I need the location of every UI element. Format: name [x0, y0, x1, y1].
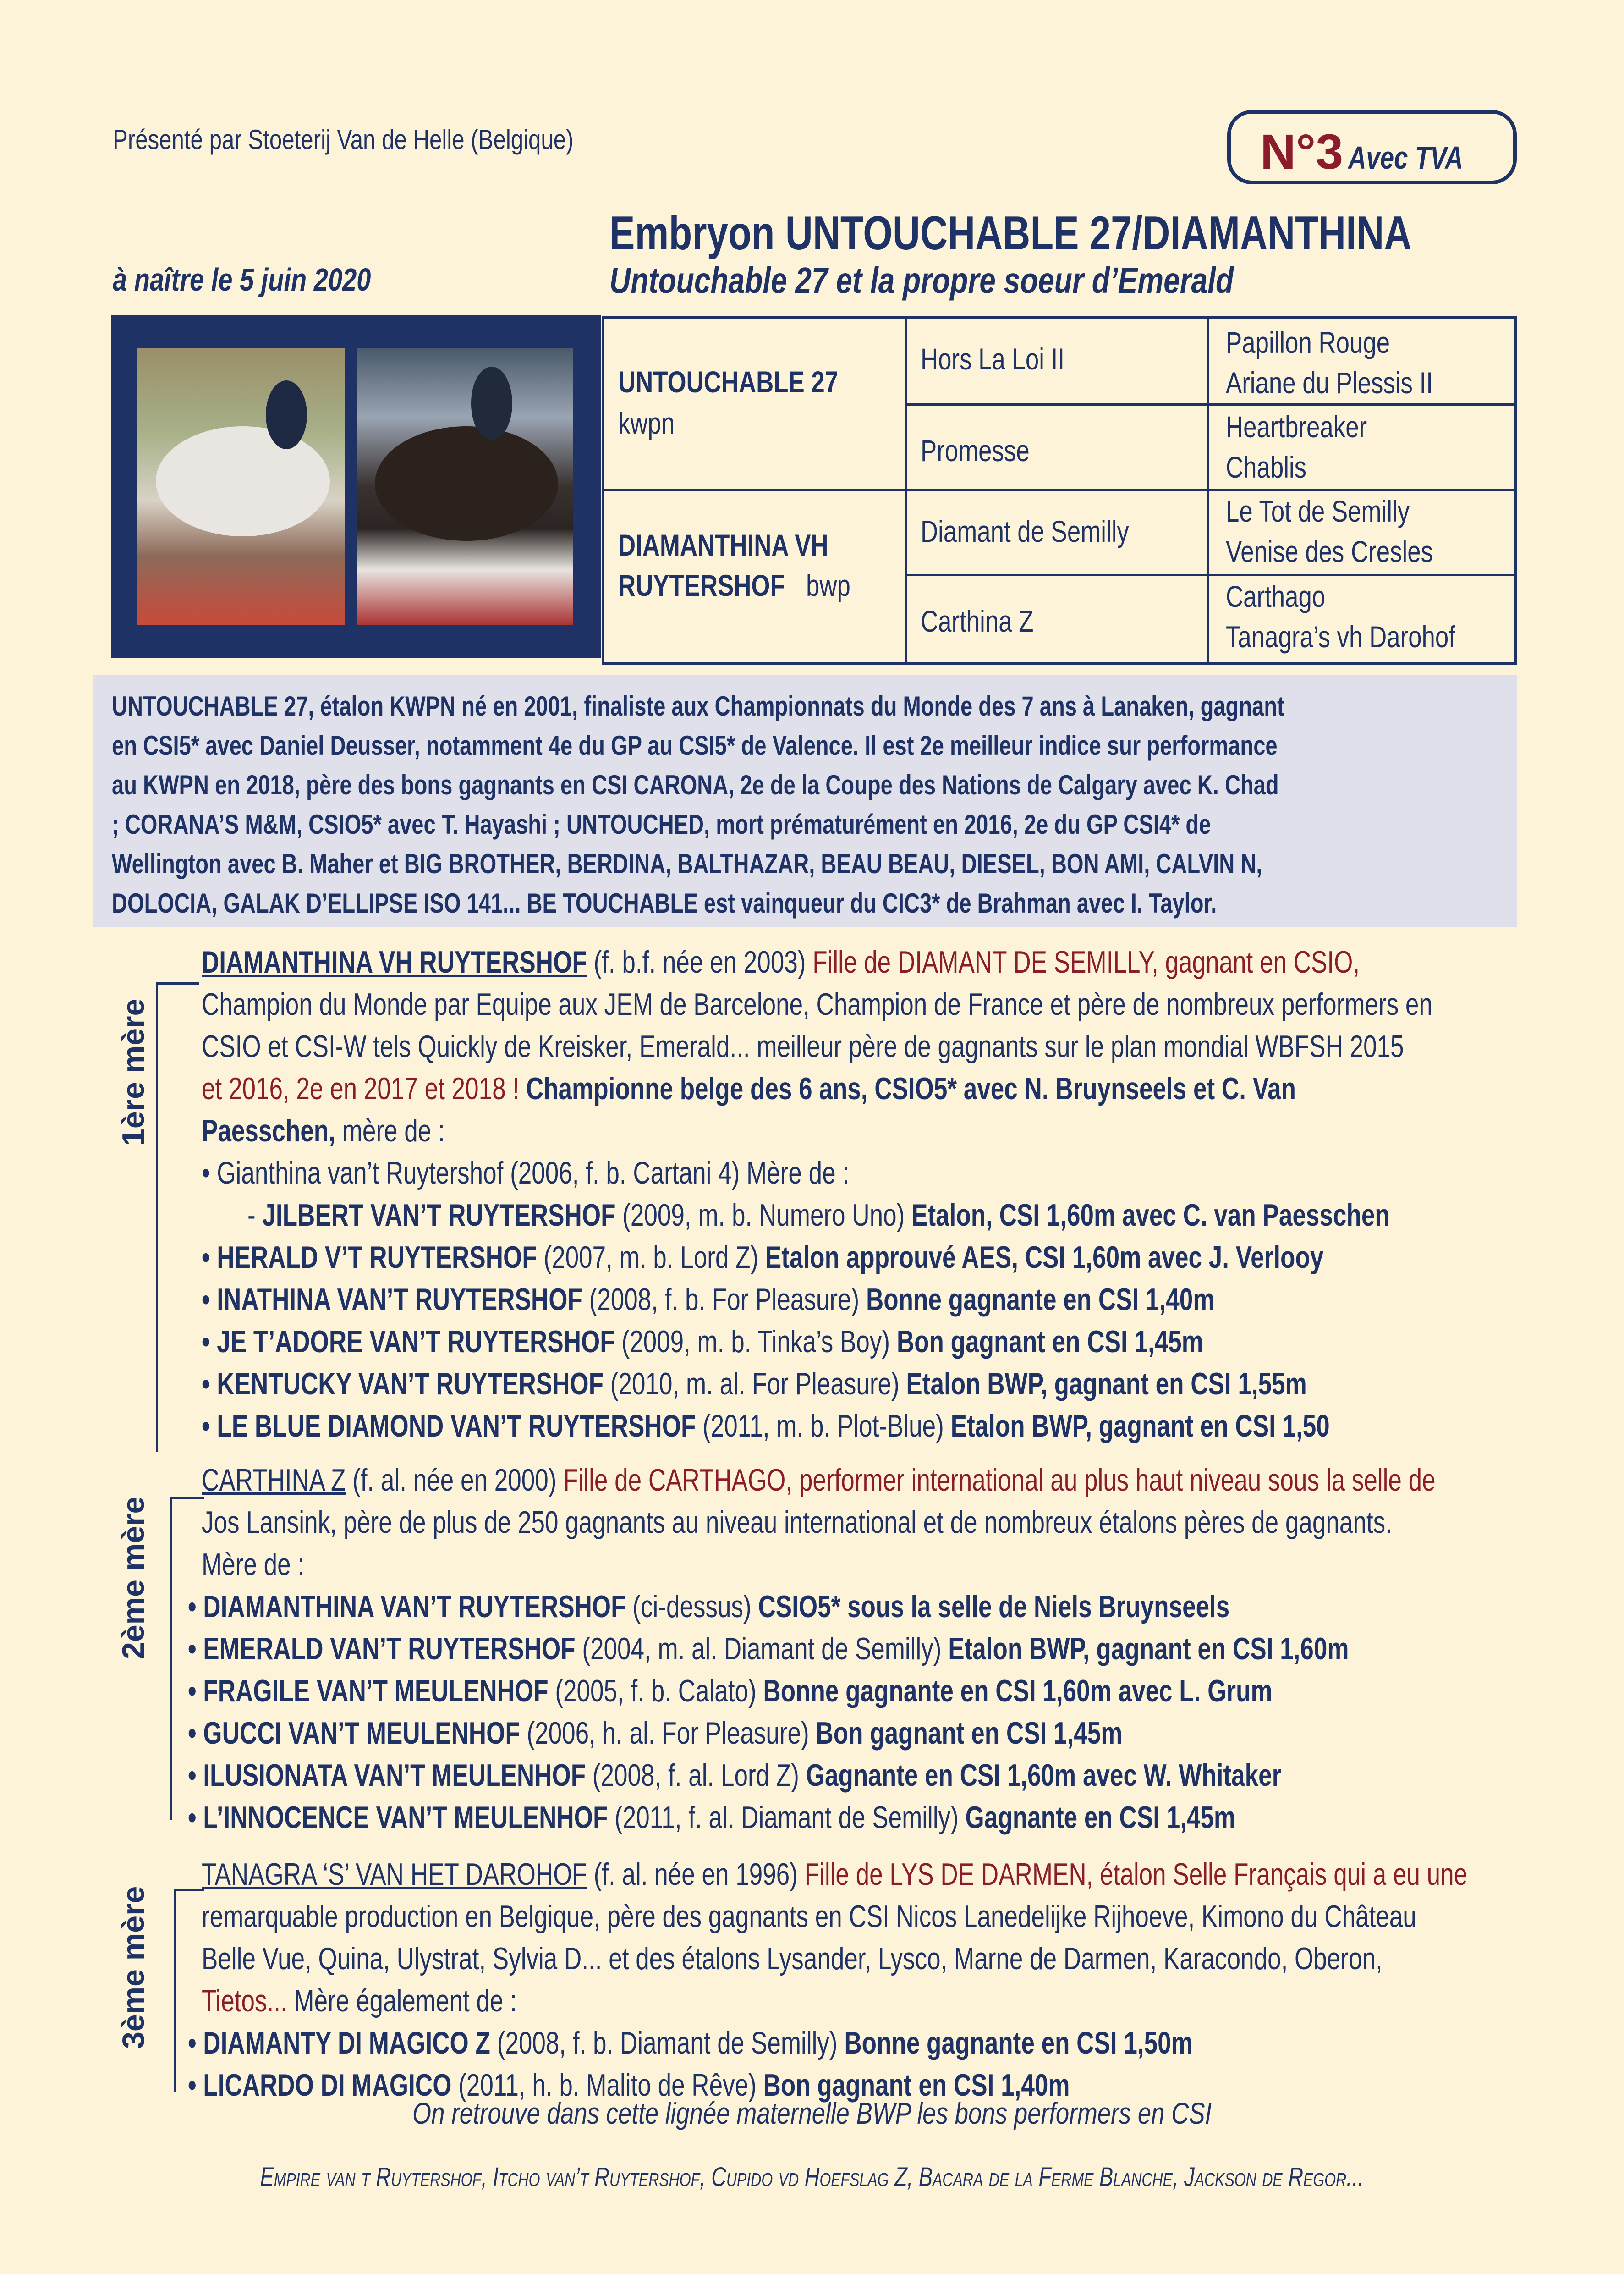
dam3-mother-of: Mère également de : — [294, 1983, 517, 2018]
offspring-meta: (2011, f. al. Diamant de Semilly) — [614, 1800, 959, 1835]
footer-line — [0, 2096, 1624, 2131]
birth-date: à naître le 5 juin 2020 — [113, 262, 371, 297]
page-subtitle: Untouchable 27 et la propre soeur d’Emerald — [609, 260, 1234, 301]
dam1-mother-of: mère de : — [342, 1113, 445, 1148]
intro-line: au KWPN en 2018, père des bons gagnants en CSI CARONA, 2e de la Coupe des Nations de Calgary avec K. Chad — [112, 770, 1279, 800]
dam2-header — [202, 1462, 1436, 1498]
dam3-desc: Belle Vue, Quina, Ulystrat, Sylvia D... et des étalons Lysander, Lysco, Marne de Darmen, Karacondo, Oberon, — [202, 1941, 1383, 1976]
dam1-desc-line — [202, 1071, 1296, 1107]
g3-cell-2 — [1209, 406, 1517, 491]
offspring-performance: Bonne gagnante en CSI 1,40m — [866, 1282, 1215, 1317]
lot-vat: Avec TVA — [1348, 140, 1463, 176]
dam2-desc: Fille de CARTHAGO, performer international au plus haut niveau sous la selle de — [563, 1463, 1436, 1498]
offspring-meta: (2008, f. b. For Pleasure) — [589, 1282, 860, 1317]
offspring-performance: CSIO5* sous la selle de Niels Bruynseels — [758, 1589, 1230, 1624]
dam1-desc: Champion du Monde par Equipe aux JEM de Barcelone, Champion de France et père de nombreux performers en — [202, 987, 1432, 1022]
sire-dam: Promesse — [921, 434, 1030, 468]
offspring-performance: Gagnante en CSI 1,60m avec W. Whitaker — [806, 1758, 1282, 1793]
g3-name: Chablis — [1226, 450, 1307, 484]
offspring-row: • LE BLUE DIAMOND VAN’T RUYTERSHOF (2011, m. b. Plot-Blue) Etalon BWP, gagnant en CSI 1,50 — [202, 1409, 1330, 1443]
offspring-name: ILUSIONATA VAN’T MEULENHOF — [203, 1758, 586, 1793]
offspring-performance: Bon gagnant en CSI 1,45m — [896, 1324, 1203, 1359]
dam3-desc-line — [202, 1983, 517, 2019]
dam3-header — [202, 1856, 1467, 1892]
offspring-name: FRAGILE VAN’T MEULENHOF — [203, 1674, 549, 1708]
offspring-name: DIAMANTY DI MAGICO Z — [203, 2026, 490, 2060]
dam1-gianthina: • Gianthina van’t Ruytershof (2006, f. b. Cartani 4) Mère de : — [202, 1156, 850, 1190]
offspring-name: L’INNOCENCE VAN’T MEULENHOF — [203, 1800, 608, 1835]
offspring-meta: (2011, m. b. Plot-Blue) — [702, 1409, 944, 1443]
offspring-performance: Etalon, CSI 1,60m avec C. van Paesschen — [911, 1198, 1390, 1233]
sire-cell — [604, 319, 907, 491]
dam1-desc-line — [202, 1113, 445, 1149]
sire-dam-cell — [907, 406, 1209, 491]
offspring-name: DIAMANTHINA VAN’T RUYTERSHOF — [203, 1589, 626, 1624]
dam2-mother-of: Mère de : — [202, 1547, 305, 1582]
offspring-row: • EMERALD VAN’T RUYTERSHOF (2004, m. al. Diamant de Semilly) Etalon BWP, gagnant en CSI 1,60m — [188, 1631, 1349, 1666]
offspring-row: • GUCCI VAN’T MEULENHOF (2006, h. al. For Pleasure) Bon gagnant en CSI 1,45m — [188, 1716, 1123, 1751]
lot-number: N°3 — [1260, 124, 1344, 179]
dam3-desc: remarquable production en Belgique, père des gagnants en CSI Nicos Lanedelijke Rijhoeve, Kimono du Château — [202, 1899, 1416, 1934]
offspring-meta: (2005, f. b. Calato) — [555, 1674, 757, 1708]
offspring-name: INATHINA VAN’T RUYTERSHOF — [217, 1282, 582, 1317]
g3-name: Tanagra’s vh Darohof — [1226, 620, 1455, 654]
dam1-bracket — [156, 982, 199, 1452]
dam1-desc: et 2016, 2e en 2017 et 2018 ! — [202, 1071, 520, 1106]
dam1-label: 1ère mère — [116, 998, 151, 1146]
offspring-row: • FRAGILE VAN’T MEULENHOF (2005, f. b. Calato) Bonne gagnante en CSI 1,60m avec L. Grum — [188, 1674, 1273, 1708]
sire-sire-cell — [907, 319, 1209, 406]
offspring-meta: (ci-dessus) — [632, 1589, 752, 1624]
offspring-name: HERALD V’T RUYTERSHOF — [217, 1240, 537, 1275]
dam1-header — [202, 944, 1360, 980]
dam2-label: 2ème mère — [116, 1496, 151, 1659]
offspring-meta: (2011, h. b. Malito de Rêve) — [458, 2068, 757, 2103]
dam3-bracket — [174, 1889, 204, 2092]
offspring-meta: (2008, f. b. Diamant de Semilly) — [497, 2026, 838, 2060]
dam1-desc: Fille de DIAMANT DE SEMILLY, gagnant en CSIO, — [812, 945, 1360, 980]
offspring-row: • ILUSIONATA VAN’T MEULENHOF (2008, f. al. Lord Z) Gagnante en CSI 1,60m avec W. Whitaker — [188, 1758, 1282, 1793]
sire-studbook: kwpn — [618, 406, 675, 440]
offspring-meta: (2010, m. al. For Pleasure) — [610, 1366, 900, 1401]
offspring-meta: (2007, m. b. Lord Z) — [543, 1240, 759, 1275]
g3-name: Le Tot de Semilly — [1226, 494, 1410, 528]
offspring-meta: (2009, m. b. Numero Uno) — [622, 1198, 905, 1233]
offspring-performance: Etalon approuvé AES, CSI 1,60m avec J. Verlooy — [765, 1240, 1324, 1275]
dam2-desc: Jos Lansink, père de plus de 250 gagnants au niveau international et de nombreux étalons pères de gagnants. — [202, 1505, 1392, 1540]
dam-name-line2: RUYTERSHOF — [618, 568, 785, 602]
dam1-performance: Paesschen, — [202, 1113, 335, 1148]
footer-names — [0, 2162, 1624, 2192]
g3-name: Ariane du Plessis II — [1226, 366, 1433, 400]
dam3-label: 3ème mère — [116, 1886, 151, 2049]
dam-cell — [604, 491, 907, 665]
dam2-name: CARTHINA Z — [202, 1463, 346, 1498]
dam1-name: DIAMANTHINA VH RUYTERSHOF — [202, 945, 587, 980]
offspring-row: • L’INNOCENCE VAN’T MEULENHOF (2011, f. al. Diamant de Semilly) Gagnante en CSI 1,45m — [188, 1800, 1236, 1835]
page-title: Embryon UNTOUCHABLE 27/DIAMANTHINA — [609, 207, 1412, 260]
offspring-row: • LICARDO DI MAGICO (2011, h. b. Malito de Rêve) Bon gagnant en CSI 1,40m — [188, 2068, 1070, 2103]
offspring-name: KENTUCKY VAN’T RUYTERSHOF — [217, 1366, 604, 1401]
intro-line: ; CORANA’S M&M, CSIO5* avec T. Hayashi ; UNTOUCHED, mort prématurément en 2016, 2e du GP CSI4* de — [112, 809, 1211, 840]
dam3-meta: (f. al. née en 1996) — [593, 1857, 798, 1892]
offspring-performance: Bon gagnant en CSI 1,40m — [763, 2068, 1070, 2103]
g3-name: Heartbreaker — [1226, 410, 1367, 444]
offspring-meta: (2006, h. al. For Pleasure) — [527, 1716, 809, 1751]
dam1-desc: CSIO et CSI-W tels Quickly de Kreisker, Emerald... meilleur père de gagnants sur le plan mondial WBFSH 2015 — [202, 1029, 1404, 1064]
offspring-name: JE T’ADORE VAN’T RUYTERSHOF — [217, 1324, 615, 1359]
offspring-row: • INATHINA VAN’T RUYTERSHOF (2008, f. b. For Pleasure) Bonne gagnante en CSI 1,40m — [202, 1282, 1215, 1317]
intro-line: DOLOCIA, GALAK D’ELLIPSE ISO 141... BE TOUCHABLE est vainqueur du CIC3* de Brahman avec I. Taylor. — [112, 888, 1217, 919]
g3-cell-3 — [1209, 491, 1517, 576]
g3-cell-4 — [1209, 576, 1517, 665]
dam2-meta: (f. al. née en 2000) — [352, 1463, 557, 1498]
photo-diamanthina — [357, 348, 573, 625]
dam-name-line1: DIAMANTHINA VH — [618, 528, 828, 562]
offspring-meta: (2009, m. b. Tinka’s Boy) — [621, 1324, 890, 1359]
dam1-meta: (f. b.f. née en 2003) — [593, 945, 806, 980]
offspring-meta: (2004, m. al. Diamant de Semilly) — [582, 1631, 942, 1666]
g3-name: Carthago — [1226, 579, 1326, 613]
photo-untouchable — [137, 348, 345, 625]
offspring-name: GUCCI VAN’T MEULENHOF — [203, 1716, 520, 1751]
pedigree-table — [602, 316, 1517, 665]
offspring-row: • DIAMANTHINA VAN’T RUYTERSHOF (ci-dessus) CSIO5* sous la selle de Niels Bruynseels — [188, 1589, 1230, 1624]
dam3-desc: Tietos... — [202, 1983, 287, 2018]
footer-text: On retrouve dans cette lignée maternelle BWP les bons performers en CSI — [412, 2096, 1212, 2130]
intro-line: en CSI5* avec Daniel Deusser, notamment 4e du GP au CSI5* de Valence. Il est 2e meilleur indice sur performance — [112, 730, 1278, 761]
dam-sire: Diamant de Semilly — [921, 514, 1129, 548]
offspring-name: JILBERT VAN’T RUYTERSHOF — [262, 1198, 616, 1233]
dam-dam-cell — [907, 576, 1209, 665]
offspring-performance: Bon gagnant en CSI 1,45m — [816, 1716, 1123, 1751]
offspring-row: • JE T’ADORE VAN’T RUYTERSHOF (2009, m. b. Tinka’s Boy) Bon gagnant en CSI 1,45m — [202, 1324, 1203, 1359]
offspring-row — [247, 1197, 1390, 1233]
dam3-desc: Fille de LYS DE DARMEN, étalon Selle Français qui a eu une — [804, 1857, 1468, 1892]
offspring-name: LE BLUE DIAMOND VAN’T RUYTERSHOF — [217, 1409, 696, 1443]
dam1-performance: Championne belge des 6 ans, CSIO5* avec N. Bruynseels et C. Van — [526, 1071, 1296, 1106]
sire-name: UNTOUCHABLE 27 — [618, 365, 839, 399]
offspring-name: LICARDO DI MAGICO — [203, 2068, 452, 2103]
offspring-performance: Bonne gagnante en CSI 1,60m avec L. Grum — [763, 1674, 1273, 1708]
g3-name: Venise des Cresles — [1226, 534, 1433, 568]
dam-sire-cell — [907, 491, 1209, 576]
g3-name: Papillon Rouge — [1226, 325, 1390, 359]
g3-cell-1 — [1209, 319, 1517, 406]
lot-badge — [1227, 110, 1517, 184]
offspring-row: • DIAMANTY DI MAGICO Z (2008, f. b. Diamant de Semilly) Bonne gagnante en CSI 1,50m — [188, 2026, 1193, 2060]
offspring-performance: Bonne gagnante en CSI 1,50m — [844, 2026, 1193, 2060]
presenter-line: Présenté par Stoeterij Van de Helle (Belgique) — [113, 124, 574, 155]
intro-line: UNTOUCHABLE 27, étalon KWPN né en 2001, finaliste aux Championnats du Monde des 7 ans à Lanaken, gagnant — [112, 691, 1284, 721]
offspring-name: EMERALD VAN’T RUYTERSHOF — [203, 1631, 576, 1666]
offspring-prefix: - — [247, 1198, 263, 1233]
offspring-performance: Gagnante en CSI 1,45m — [965, 1800, 1236, 1835]
intro-line: Wellington avec B. Maher et BIG BROTHER, BERDINA, BALTHAZAR, BEAU BEAU, DIESEL, BON AMI, CALVIN N, — [112, 848, 1262, 879]
photo-frame — [111, 315, 601, 658]
offspring-row: • HERALD V’T RUYTERSHOF (2007, m. b. Lord Z) Etalon approuvé AES, CSI 1,60m avec J. Verlooy — [202, 1240, 1324, 1275]
offspring-performance: Etalon BWP, gagnant en CSI 1,55m — [906, 1366, 1307, 1401]
offspring-row: • KENTUCKY VAN’T RUYTERSHOF (2010, m. al. For Pleasure) Etalon BWP, gagnant en CSI 1,55m — [202, 1366, 1307, 1401]
dam-studbook: bwp — [806, 568, 850, 602]
dam3-name: TANAGRA ‘S’ VAN HET DAROHOF — [202, 1857, 587, 1892]
offspring-performance: Etalon BWP, gagnant en CSI 1,60m — [948, 1631, 1349, 1666]
sire-sire: Hors La Loi II — [921, 342, 1065, 376]
offspring-performance: Etalon BWP, gagnant en CSI 1,50 — [950, 1409, 1330, 1443]
offspring-meta: (2008, f. al. Lord Z) — [592, 1758, 799, 1793]
dam-dam: Carthina Z — [921, 604, 1034, 638]
footer-text: Empire van t Ruytershof, Itcho van’t Ruytershof, Cupido vd Hoefslag Z, Bacara de la Ferme Blanche, Jackson de Regor... — [260, 2162, 1364, 2192]
